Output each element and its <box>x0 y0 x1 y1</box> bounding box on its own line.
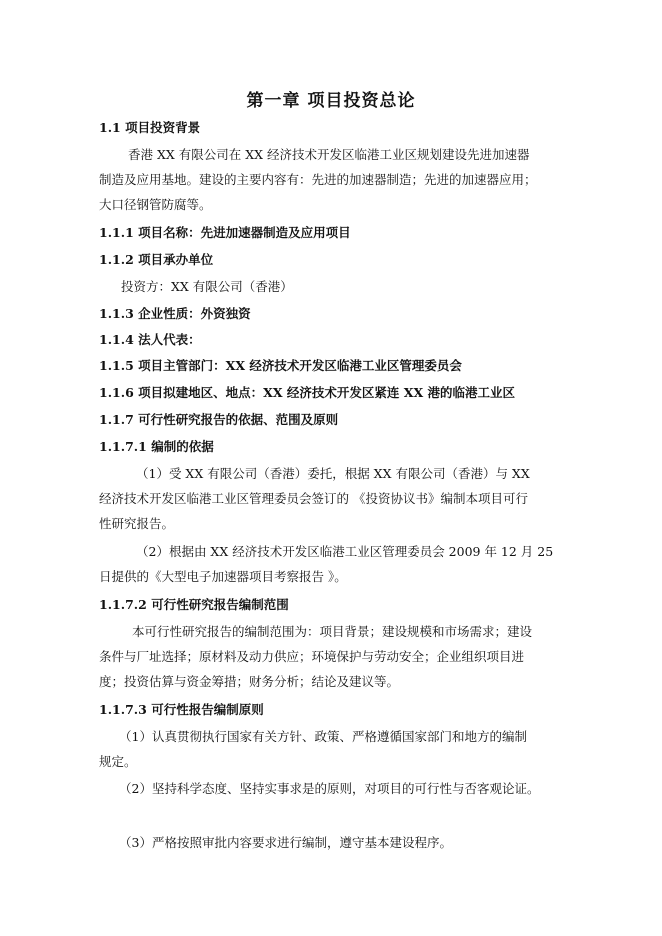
section-1-1-7-heading: 1.1.7 可行性研究报告的依据、范围及原则 <box>99 412 339 427</box>
section-1-1-4-heading: 1.1.4 法人代表： <box>99 332 201 347</box>
chapter-title: 第一章 项目投资总论 <box>246 91 416 111</box>
scope-line-1: 本可行性研究报告的编制范围为：项目背景；建设规模和市场需求；建设 <box>132 624 533 639</box>
section-1-1-2-heading: 1.1.2 项目承办单位 <box>99 252 214 267</box>
background-line-3: 大口径钢管防腐等。 <box>99 197 212 212</box>
scope-line-2: 条件与厂址选择；原材料及动力供应；环境保护与劳动安全；企业组织项目进 <box>99 649 525 664</box>
section-1-1-7-2-heading: 1.1.7.2 可行性研究报告编制范围 <box>99 597 289 612</box>
section-1-1-7-3-heading: 1.1.7.3 可行性报告编制原则 <box>99 702 264 717</box>
section-1-1-7-1-heading: 1.1.7.1 编制的依据 <box>99 439 214 454</box>
background-line-2: 制造及应用基地。建设的主要内容有：先进的加速器制造；先进的加速器应用； <box>99 172 537 187</box>
basis-2-line-2: 日提供的《大型电子加速器项目考察报告 》。 <box>99 569 347 584</box>
principle-1-line-2: 规定。 <box>99 754 137 769</box>
basis-2-line-1: （2）根据由 XX 经济技术开发区临港工业区管理委员会 2009 年 12 月 25 <box>136 544 554 559</box>
section-1-1-1-heading: 1.1.1 项目名称：先进加速器制造及应用项目 <box>99 225 351 240</box>
basis-1-line-1: （1）受 XX 有限公司（香港）委托，根据 XX 有限公司（香港）与 XX <box>136 466 530 481</box>
principle-3: （3）严格按照审批内容要求进行编制，遵守基本建设程序。 <box>119 835 452 850</box>
background-line-1: 香港 XX 有限公司在 XX 经济技术开发区临港工业区规划建设先进加速器 <box>128 147 530 162</box>
section-1-1-6-heading: 1.1.6 项目拟建地区、地点：XX 经济技术开发区紧连 XX 港的临港工业区 <box>99 385 515 400</box>
investor-line: 投资方：XX 有限公司（香港） <box>121 279 293 294</box>
basis-1-line-2: 经济技术开发区临港工业区管理委员会签订的 《投资协议书》编制本项目可行 <box>99 491 528 506</box>
section-1-1-5-heading: 1.1.5 项目主管部门：XX 经济技术开发区临港工业区管理委员会 <box>99 358 462 373</box>
basis-1-line-3: 性研究报告。 <box>99 516 175 531</box>
scope-line-3: 度；投资估算与资金筹措；财务分析；结论及建议等。 <box>99 674 400 689</box>
section-1-1-heading: 1.1 项目投资背景 <box>99 120 201 135</box>
principle-1-line-1: （1）认真贯彻执行国家有关方针、政策、严格遵循国家部门和地方的编制 <box>119 729 527 744</box>
section-1-1-3-heading: 1.1.3 企业性质：外资独资 <box>99 306 251 321</box>
principle-2: （2）坚持科学态度、坚持实事求是的原则，对项目的可行性与否客观论证。 <box>119 781 540 796</box>
